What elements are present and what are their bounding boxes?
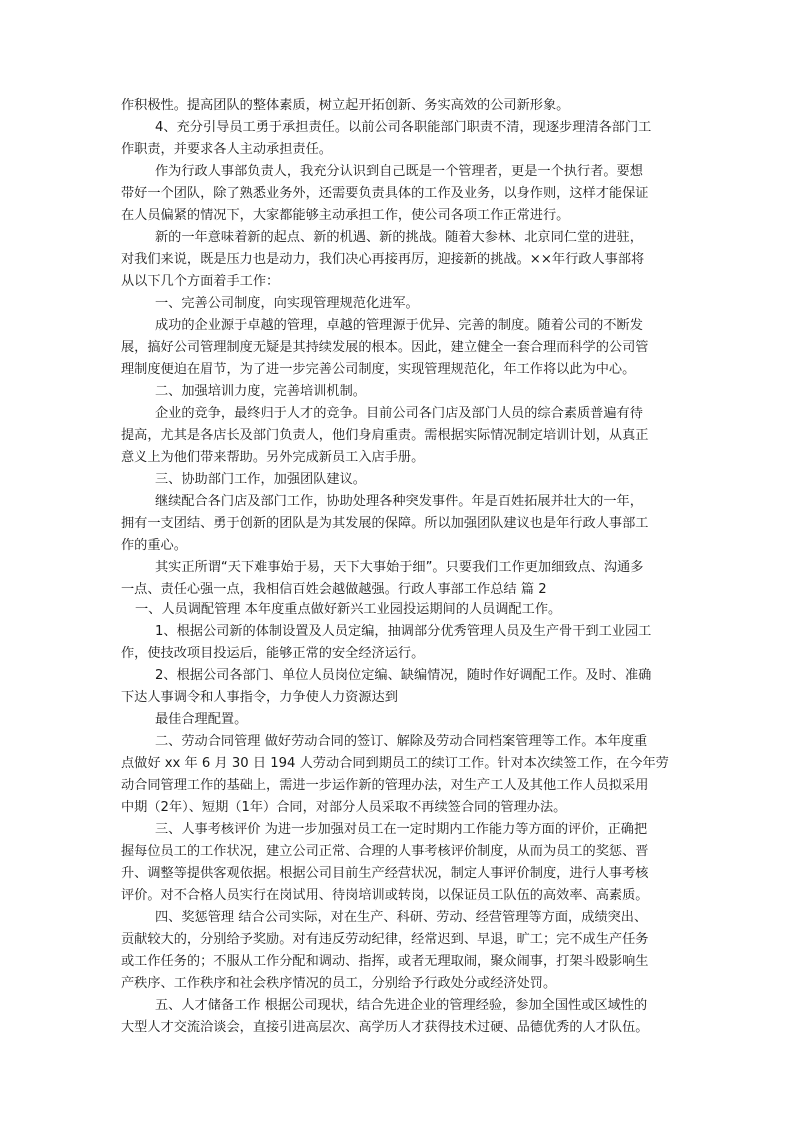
text-line: 在人员偏紧的情况下，大家都能够主动承担工作，使公司各项工作正常进行。 (121, 208, 570, 223)
section-heading: 一、完善公司制度，向实现管理规范化进军。 (155, 296, 419, 311)
section-heading: 二、加强培训力度，完善培训机制。 (155, 384, 366, 399)
text-line: 1、根据公司新的体制设置及人员定编，抽调部分优秀管理人员及生产骨干到工业园工 (155, 624, 652, 639)
text-line: 带好一个团队，除了熟悉业务外，还需要负责具体的工作及业务，以身作则，这样才能保证 (121, 186, 649, 201)
text-line: 点做好 xx 年 6 月 30 日 194 人劳动合同到期员工的续订工作。针对本次续签工作，在今年劳 (121, 756, 669, 771)
section-heading: 一、人员调配管理 本年度重点做好新兴工业园投运期间的人员调配工作。 (135, 602, 562, 617)
text-line: 拥有一支团结、勇于创新的团队是为其发展的保障。所以加强团队建议也是年行政人事部工 (121, 516, 649, 531)
text-line: 动合同管理工作的基础上，需进一步运作新的管理办法，对生产工人及其他工作人员拟采用 (121, 778, 649, 793)
text-line: 最佳合理配置。 (155, 712, 248, 727)
text-line: 企业的竞争，最终归于人才的竞争。目前公司各门店及部门人员的综合素质普遍有待 (155, 406, 643, 421)
text-line: 继续配合各门店及部门工作，协助处理各种突发事件。年是百姓拓展并壮大的一年， (155, 494, 643, 509)
text-line: 作，使技改项目投运后，能够正常的安全经济运行。 (121, 646, 425, 661)
section-heading: 三、协助部门工作，加强团队建议。 (155, 472, 366, 487)
text-line: 作职责，并要求各人主动承担责任。 (121, 142, 332, 157)
text-line: 中期（2年）、短期（1年）合同，对部分人员采取不再续签合同的管理办法。 (121, 800, 567, 815)
text-line: 理制度便迫在眉节，为了进一步完善公司制度，实现管理规范化，年工作将以此为中心。 (121, 362, 636, 377)
text-line: 成功的企业源于卓越的管理，卓越的管理源于优异、完善的制度。随着公司的不断发 (155, 318, 643, 333)
text-line: 2、根据公司各部门、单位人员岗位定编、缺编情况，随时作好调配工作。及时、准确 (155, 668, 652, 683)
text-line: 对我们来说，既是压力也是动力，我们决心再接再厉，迎接新的挑战。××年行政人事部将 (121, 252, 645, 267)
text-line: 从以下几个方面着手工作： (121, 274, 280, 289)
text-line: 大型人才交流洽谈会，直接引进高层次、高学历人才获得技术过硬、品德优秀的人才队伍。 (121, 1020, 649, 1035)
section-heading: 五、人才储备工作 根据公司现状，结合先进企业的管理经验，参加全国性或区域性的 (155, 998, 648, 1013)
text-line: 其实正所谓“天下难事始于易，天下大事始于细”。只要我们工作更加细致点、沟通多 (155, 560, 644, 575)
text-line: 或工作任务的；不服从工作分配和调动、指挥，或者无理取闹，聚众闹事，打架斗殴影响生 (121, 954, 649, 969)
section-heading: 四、奖惩管理 结合公司实际，对在生产、科研、劳动、经营管理等方面，成绩突出、 (155, 910, 648, 925)
text-line: 4、充分引导员工勇于承担责任。以前公司各职能部门职责不清，现逐步理清各部门工 (155, 120, 652, 135)
text-line: 评价。对不合格人员实行在岗试用、待岗培训或转岗，以保证员工队伍的高效率、高素质。 (121, 888, 649, 903)
text-line: 一点、责任心强一点，我相信百姓会越做越强。行政人事部工作总结 篇 2 (121, 582, 547, 597)
text-line: 提高，尤其是各店长及部门负责人，他们身肩重责。需根据实际情况制定培训计划，从真正 (121, 428, 649, 443)
text-line: 意义上为他们带来帮助。另外完成新员工入店手册。 (121, 450, 425, 465)
text-line: 新的一年意味着新的起点、新的机遇、新的挑战。随着大参林、北京同仁堂的进驻， (155, 230, 643, 245)
text-line: 产秩序、工作秩序和社会秩序情况的员工，分别给予行政处分或经济处罚。 (121, 976, 557, 991)
text-line: 贡献较大的，分别给予奖励。对有违反劳动纪律，经常迟到、早退，旷工；完不成生产任务 (121, 932, 649, 947)
text-line: 升、调整等提供客观依据。根据公司目前生产经营状况，制定人事评价制度，进行人事考核 (121, 866, 649, 881)
text-line: 作的重心。 (121, 538, 187, 553)
text-line: 下达人事调令和人事指令，力争使人力资源达到 (121, 690, 398, 705)
text-line: 作为行政人事部负责人，我充分认识到自己既是一个管理者，更是一个执行者。要想 (155, 164, 643, 179)
text-line: 作积极性。提高团队的整体素质，树立起开拓创新、务实高效的公司新形象。 (121, 98, 570, 113)
section-heading: 三、人事考核评价 为进一步加强对员工在一定时期内工作能力等方面的评价，正确把 (155, 822, 648, 837)
text-line: 展，搞好公司管理制度无疑是其持续发展的根本。因此，建立健全一套合理而科学的公司管 (121, 340, 649, 355)
section-heading: 二、劳动合同管理 做好劳动合同的签订、解除及劳动合同档案管理等工作。本年度重 (155, 734, 648, 749)
text-line: 握每位员工的工作状况，建立公司正常、合理的人事考核评价制度，从而为员工的奖惩、晋 (121, 844, 649, 859)
